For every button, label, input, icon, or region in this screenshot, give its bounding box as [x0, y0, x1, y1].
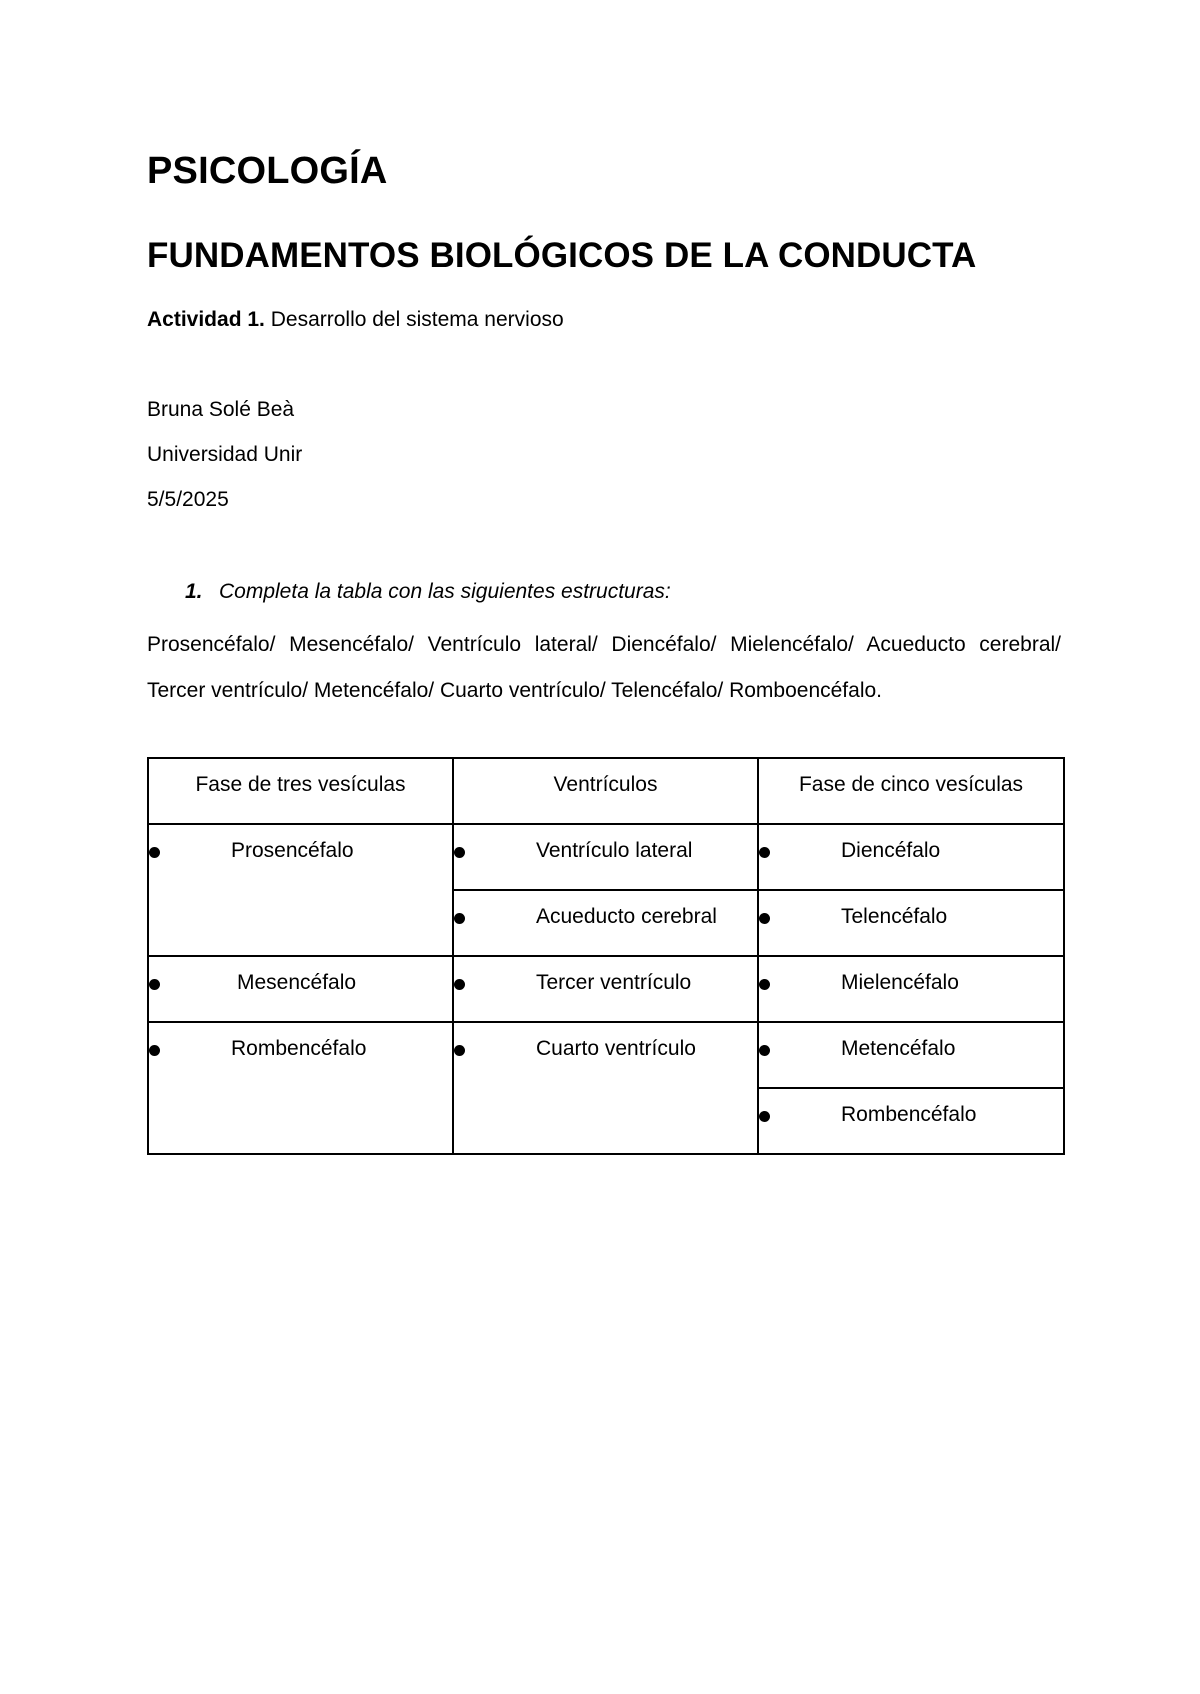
list-item	[149, 1023, 452, 1062]
cell-text: Rombencéfalo	[231, 1037, 367, 1060]
institution-name: Universidad Unir	[147, 443, 303, 466]
list-item	[454, 891, 757, 930]
header-ventricles: Ventrículos	[453, 758, 758, 824]
cell-text: Mesencéfalo	[237, 971, 357, 994]
question-number: 1.	[185, 580, 203, 603]
cell-text: Tercer ventrículo	[536, 971, 692, 994]
header-five-vesicles: Fase de cinco vesículas	[758, 758, 1064, 824]
activity-label: Actividad 1.	[147, 308, 265, 331]
table-cell	[758, 1088, 1064, 1154]
bullet-icon	[759, 1045, 770, 1056]
question-text: Completa la tabla con las siguientes estructuras:	[219, 580, 671, 603]
list-item	[759, 1023, 1063, 1062]
table-cell	[453, 824, 758, 890]
bullet-icon	[759, 1111, 770, 1122]
bullet-icon	[454, 979, 465, 990]
activity-line	[147, 308, 564, 332]
list-item	[759, 891, 1063, 930]
table-cell	[758, 1022, 1064, 1088]
cell-text: Mielencéfalo	[841, 971, 959, 994]
list-item	[759, 825, 1063, 864]
list-item	[454, 825, 757, 864]
cell-text: Diencéfalo	[841, 839, 941, 862]
list-item	[454, 957, 757, 996]
bullet-icon	[149, 847, 160, 858]
cell-text: Cuarto ventrículo	[536, 1037, 696, 1060]
table-cell	[148, 824, 453, 956]
table-cell	[453, 890, 758, 956]
table-row	[148, 824, 1064, 890]
bullet-icon	[149, 979, 160, 990]
list-item	[759, 957, 1063, 996]
table-cell	[453, 1022, 758, 1154]
table-row	[148, 956, 1064, 1022]
cell-text: Ventrículo lateral	[536, 839, 693, 862]
bullet-icon	[454, 847, 465, 858]
cell-text: Acueducto cerebral	[536, 905, 717, 928]
table-row	[148, 1022, 1064, 1088]
cell-text: Rombencéfalo	[841, 1103, 977, 1126]
table-cell	[453, 956, 758, 1022]
list-item	[149, 825, 452, 864]
subject-title: PSICOLOGÍA	[147, 150, 388, 192]
header-three-vesicles: Fase de tres vesículas	[148, 758, 453, 824]
bullet-icon	[759, 913, 770, 924]
structures-list: Prosencéfalo/ Mesencéfalo/ Ventrículo lateral/ Diencéfalo/ Mielencéfalo/ Acueducto cerebral/ Tercer ventrículo/ Metencéfalo/ Cuarto ventrículo/ Telencéfalo/ Romboencéfalo.	[147, 633, 1061, 702]
bullet-icon	[759, 979, 770, 990]
table-cell	[758, 956, 1064, 1022]
cell-text: Metencéfalo	[841, 1037, 956, 1060]
bullet-icon	[454, 1045, 465, 1056]
list-item	[759, 1089, 1063, 1128]
table-cell	[148, 1022, 453, 1154]
table-cell	[148, 956, 453, 1022]
vesicles-table	[147, 757, 1065, 1155]
table-cell	[758, 890, 1064, 956]
course-title: FUNDAMENTOS BIOLÓGICOS DE LA CONDUCTA	[147, 236, 977, 275]
table-cell	[758, 824, 1064, 890]
document-date: 5/5/2025	[147, 488, 229, 511]
cell-text: Telencéfalo	[841, 905, 948, 928]
bullet-icon	[454, 913, 465, 924]
cell-text: Prosencéfalo	[231, 839, 354, 862]
author-name: Bruna Solé Beà	[147, 398, 295, 421]
bullet-icon	[149, 1045, 160, 1056]
list-item	[149, 957, 452, 996]
list-item	[454, 1023, 757, 1062]
table-header-row	[148, 758, 1064, 824]
bullet-icon	[759, 847, 770, 858]
question-heading	[185, 580, 671, 604]
activity-title: Desarrollo del sistema nervioso	[270, 308, 564, 331]
